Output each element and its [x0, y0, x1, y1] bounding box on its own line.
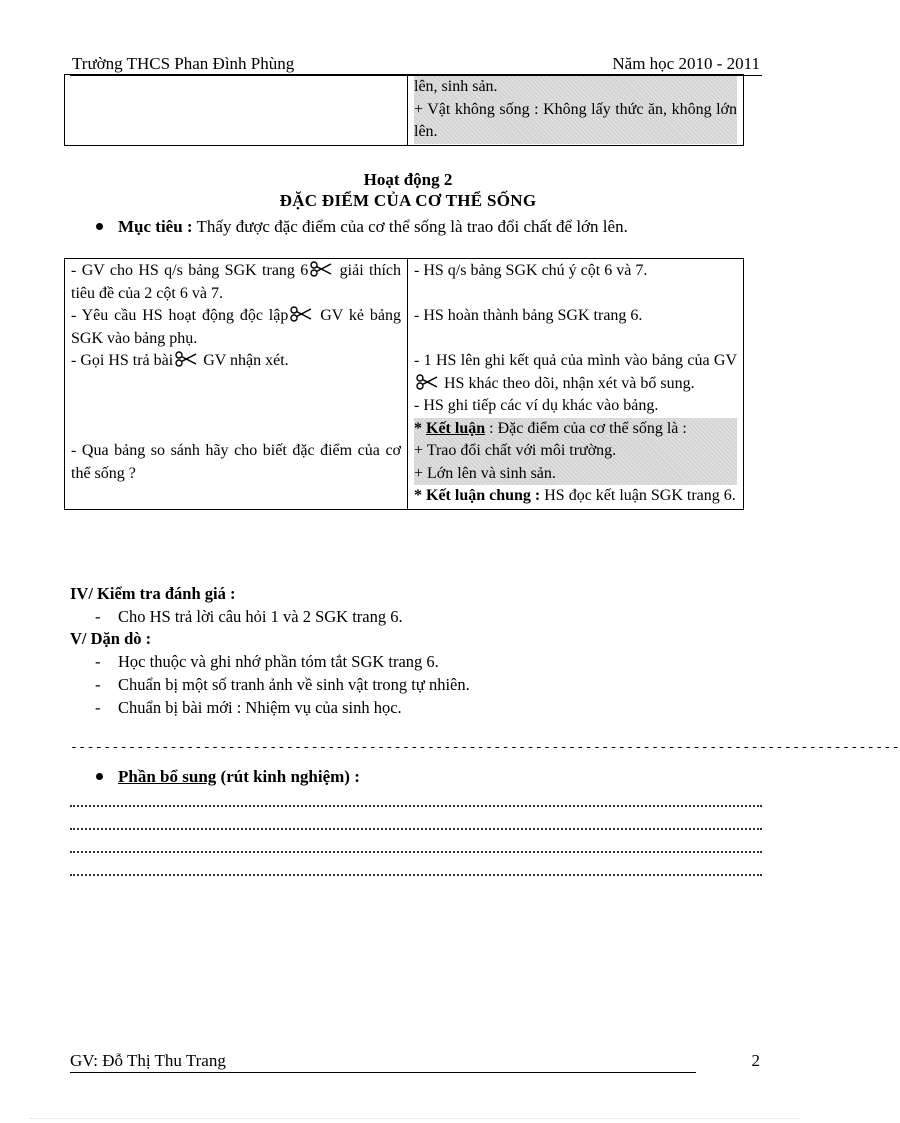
assessment-heading: IV/ Kiểm tra đánh giá : — [70, 584, 236, 603]
continuation-left-cell — [65, 75, 408, 146]
supplement-heading: Phần bổ sung (rút kinh nghiệm) : — [96, 767, 360, 787]
homework-heading: V/ Dặn dò : — [70, 629, 152, 648]
general-conclusion-label: * Kết luận chung : — [414, 487, 541, 504]
objective-text: Thấy được đặc điểm của cơ thể sống là trao đổi chất để lớn lên. — [192, 217, 628, 236]
page-footer — [70, 1051, 762, 1073]
dotted-fill-line — [70, 793, 762, 807]
objective-line — [96, 217, 628, 237]
objective-label: Mục tiêu : — [118, 217, 193, 236]
continuation-shaded-text: lên, sinh sản. + Vật không sống : Không lấy thức ăn, không lớn lên. — [414, 76, 737, 144]
scissors-icon — [175, 351, 197, 367]
teacher-name: GV: Đỗ Thị Thu Trang — [70, 1051, 696, 1073]
teacher-activities-cell: - GV cho HS q/s bảng SGK trang 6 giải thích tiêu đề của 2 cột 6 và 7. - Yêu cầu HS hoạt động độc lập GV kẻ bảng SGK vào bảng phụ. - Gọi HS trả bài GV nhận xét. - Qua bảng so sánh hãy cho biết đặc điểm của cơ thể sống ? — [65, 259, 408, 510]
dotted-fill-line — [70, 816, 762, 830]
conclusion-label: Kết luận — [426, 419, 486, 437]
dashed-separator: ---------------------------------------------------------------------------------------------------- — [70, 740, 900, 755]
bullet-icon — [96, 773, 103, 780]
scissors-icon — [416, 374, 438, 390]
activity-title: ĐẶC ĐIỂM CỦA CƠ THỂ SỐNG — [279, 191, 537, 210]
activity-number: Hoạt động 2 — [363, 170, 453, 189]
list-item: - Cho HS trả lời câu hỏi 1 và 2 SGK trang 6. — [70, 605, 403, 628]
list-item: - Chuẩn bị một số tranh ảnh về sinh vật trong tự nhiên. — [70, 673, 470, 696]
scissors-icon — [290, 306, 312, 322]
dotted-fill-line — [70, 862, 762, 876]
homework-section — [70, 628, 470, 719]
continuation-table — [64, 74, 744, 146]
activity-table — [64, 258, 744, 510]
page-number: 2 — [751, 1051, 760, 1070]
scissors-icon — [310, 261, 332, 277]
assessment-section — [70, 583, 403, 628]
list-item: - Chuẩn bị bài mới : Nhiệm vụ của sinh học. — [70, 696, 470, 719]
student-activities-cell: - HS q/s bảng SGK chú ý cột 6 và 7. - HS hoàn thành bảng SGK trang 6. - 1 HS lên ghi kết quả của mình vào bảng của GV HS khác theo dõi, nhận xét và bổ sung. - HS ghi tiếp các ví dụ khác vào bảng. * Kết luận : Đặc điểm của cơ thể sống là : + Trao đổi chất với môi trường. + Lớn lên và sinh sản. * Kết luận chung : HS đọc kết luận SGK trang 6. — [408, 259, 744, 510]
list-item: - Học thuộc và ghi nhớ phần tóm tắt SGK trang 6. — [70, 650, 470, 673]
school-name: Trường THCS Phan Đình Phùng — [72, 54, 295, 73]
bullet-icon — [96, 223, 103, 230]
school-year: Năm học 2010 - 2011 — [612, 54, 760, 73]
continuation-right-cell — [408, 75, 744, 146]
page-header — [70, 53, 762, 76]
dotted-fill-line — [70, 839, 762, 853]
conclusion-box: * Kết luận : Đặc điểm của cơ thể sống là : + Trao đổi chất với môi trường. + Lớn lên và sinh sản. — [414, 418, 737, 486]
page-edge — [30, 1118, 800, 1119]
